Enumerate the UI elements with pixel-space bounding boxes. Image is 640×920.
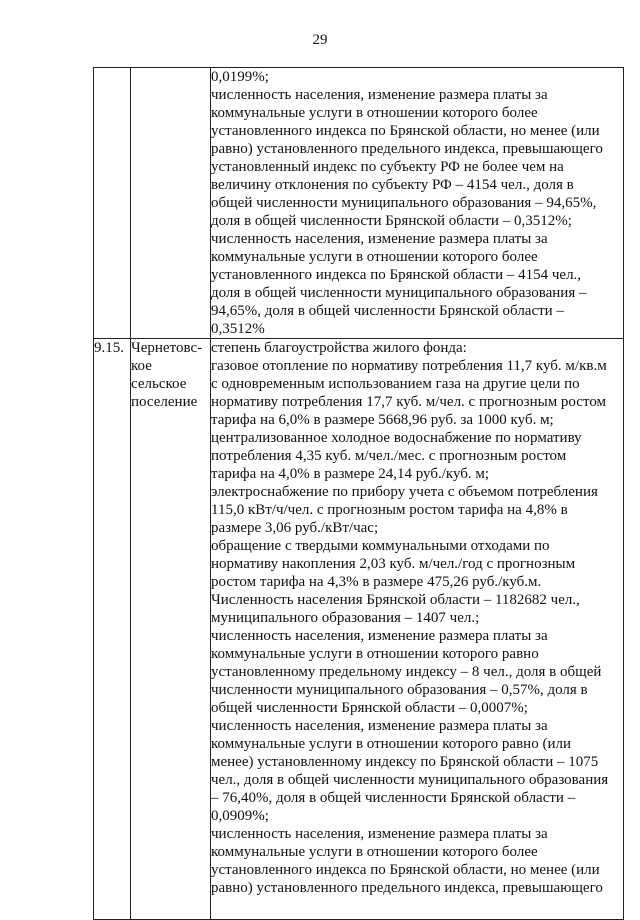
text-line: численность населения, изменение размера платы за bbox=[211, 718, 548, 734]
text-line: размере 3,06 руб./кВт/час; bbox=[211, 520, 379, 536]
text-line: установленному предельному индексу – 8 чел., доля в общей bbox=[211, 664, 602, 680]
row-number: 9.15. bbox=[94, 340, 124, 356]
text-line: чел., доля в общей численности муниципального образования bbox=[211, 772, 609, 788]
description-cell bbox=[211, 68, 624, 339]
text-line: степень благоустройства жилого фонда: bbox=[211, 340, 467, 356]
municipality-name-line: кое bbox=[131, 358, 152, 374]
text-line: централизованное холодное водоснабжение по нормативу bbox=[211, 430, 582, 446]
text-line: численности муниципального образования – 0,57%, доля в bbox=[211, 682, 588, 698]
municipality-name-line: поселение bbox=[131, 394, 198, 410]
text-line: Численность населения Брянской области – 1182682 чел., bbox=[211, 592, 580, 608]
text-line: с одновременным использованием газа на другие цели по bbox=[211, 376, 580, 392]
text-line: общей численности Брянской области – 0,0007%; bbox=[211, 700, 528, 716]
text-line: менее) установленному индексу по Брянской области – 1075 bbox=[211, 754, 599, 770]
text-line: газовое отопление по нормативу потребления 11,7 куб. м/кв.м bbox=[211, 358, 607, 374]
page-number: 29 bbox=[312, 32, 328, 48]
text-line: численность населения, изменение размера платы за bbox=[211, 231, 548, 247]
text-line: 94,65%, доля в общей численности Брянской области – bbox=[211, 303, 564, 319]
text-line: численность населения, изменение размера платы за bbox=[211, 826, 548, 842]
text-line: тарифа на 4,0% в размере 24,14 руб./куб. м; bbox=[211, 466, 490, 482]
text-line: муниципального образования – 1407 чел.; bbox=[211, 610, 480, 626]
row-number-cell bbox=[94, 68, 131, 339]
text-line: потребления 4,35 куб. м/чел./мес. с прогнозным ростом bbox=[211, 448, 567, 464]
municipality-name-line: сельское bbox=[131, 376, 187, 392]
text-line: – 76,40%, доля в общей численности Брянской области – bbox=[211, 790, 576, 806]
text-line: равно) установленного предельного индекса, превышающего bbox=[211, 880, 603, 896]
text-line: нормативу потребления 17,7 куб. м/чел. с прогнозным ростом bbox=[211, 394, 607, 410]
tariff-table bbox=[93, 67, 624, 920]
text-line: равно) установленного предельного индекса, превышающего bbox=[211, 141, 603, 157]
text-line: 0,0199%; bbox=[211, 69, 269, 85]
text-line: установленного индекса по Брянской области – 4154 чел., bbox=[211, 267, 582, 283]
text-line: 115,0 кВт/ч/чел. с прогнозным ростом тарифа на 4,8% в bbox=[211, 502, 568, 518]
text-line: установленного индекса по Брянской области, но менее (или bbox=[211, 123, 600, 139]
text-line: коммунальные услуги в отношении которого более bbox=[211, 105, 538, 121]
text-line: установленный индекс по субъекту РФ не более чем на bbox=[211, 159, 564, 175]
municipality-cell bbox=[131, 68, 211, 339]
table-row bbox=[94, 68, 624, 339]
text-line: обращение с твердыми коммунальными отходами по bbox=[211, 538, 550, 554]
row-number-cell bbox=[94, 339, 131, 920]
text-line: установленного индекса по Брянской области, но менее (или bbox=[211, 862, 600, 878]
text-line: коммунальные услуги в отношении которого равно (или bbox=[211, 736, 571, 752]
table-row bbox=[94, 339, 624, 920]
text-line: тарифа на 6,0% в размере 5668,96 руб. за 1000 куб. м; bbox=[211, 412, 554, 428]
text-line: ростом тарифа на 4,3% в размере 475,26 руб./куб.м. bbox=[211, 574, 542, 590]
text-line: коммунальные услуги в отношении которого равно bbox=[211, 646, 539, 662]
description-cell bbox=[211, 339, 624, 920]
text-line: коммунальные услуги в отношении которого более bbox=[211, 249, 538, 265]
text-line: нормативу накопления 2,03 куб. м/чел./год с прогнозным bbox=[211, 556, 576, 572]
text-line: численность населения, изменение размера платы за bbox=[211, 628, 548, 644]
text-line: электроснабжение по прибору учета с объемом потребления bbox=[211, 484, 598, 500]
text-line: коммунальные услуги в отношении которого более bbox=[211, 844, 538, 860]
municipality-cell bbox=[131, 339, 211, 920]
text-line: величину отклонения по субъекту РФ – 4154 чел., доля в bbox=[211, 177, 574, 193]
text-line: 0,3512% bbox=[211, 321, 265, 337]
text-line: общей численности муниципального образования – 94,65%, bbox=[211, 195, 597, 211]
text-line: доля в общей численности Брянской области – 0,3512%; bbox=[211, 213, 572, 229]
municipality-name-line: Чернетовс- bbox=[131, 340, 203, 356]
text-line: 0,0909%; bbox=[211, 808, 269, 824]
text-line: доля в общей численности муниципального образования – bbox=[211, 285, 587, 301]
text-line: численность населения, изменение размера платы за bbox=[211, 87, 548, 103]
